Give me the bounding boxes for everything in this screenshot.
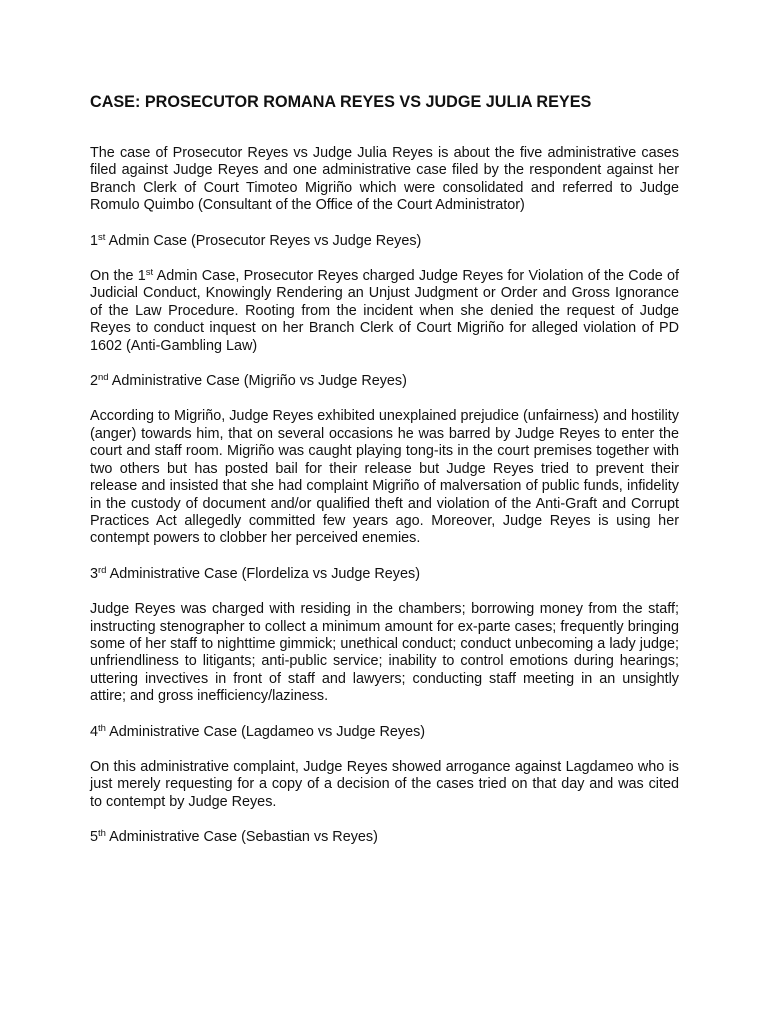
section-1-body-prefix: On the 1 xyxy=(90,268,146,285)
section-4-body: On this administrative complaint, Judge Reyes showed arrogance against Lagdameo who is just merely requesting for a copy of a decision of the cases tried on that day and was cited to contempt by Judge Reyes. xyxy=(90,758,679,810)
document-page xyxy=(90,92,679,865)
section-4-ordinal: th xyxy=(98,722,106,734)
section-4-heading xyxy=(90,724,679,741)
section-5-heading xyxy=(90,829,679,846)
section-4-number: 4 xyxy=(90,723,99,740)
intro-paragraph: The case of Prosecutor Reyes vs Judge Julia Reyes is about the five administrative cases filed against Judge Reyes and one administrative case filed by the respondent against her Branch Clerk of Court Timoteo Migriño which were consolidated and referred to Judge Romulo Quimbo (Consultant of the Office of the Court Administrator) xyxy=(90,145,679,214)
section-1-body xyxy=(90,268,679,355)
section-2-heading xyxy=(90,373,679,390)
section-3-body: Judge Reyes was charged with residing in the chambers; borrowing money from the staff; instructing stenographer to collect a minimum amount for ex-parte cases; frequently bringing some of her staff to nighttime gimmick; unethical conduct; conduct unbecoming a lady judge; unfriendliness to litigants; anti-public service; inability to control emotions during hearings; uttering invectives in front of staff and lawyers; conducting staff meeting in an unsightly attire; and gross inefficiency/laziness. xyxy=(90,601,679,705)
section-3-title: Administrative Case (Flordeliza vs Judge Reyes) xyxy=(106,565,420,582)
section-1-title: Admin Case (Prosecutor Reyes vs Judge Reyes) xyxy=(105,232,422,249)
section-5-number: 5 xyxy=(90,829,99,846)
section-2-title: Administrative Case (Migriño vs Judge Reyes) xyxy=(108,373,407,390)
section-1-ordinal: st xyxy=(98,231,106,243)
section-3-ordinal: rd xyxy=(98,564,107,576)
section-1-heading xyxy=(90,233,679,250)
section-3-number: 3 xyxy=(90,565,99,582)
section-5-ordinal: th xyxy=(98,828,106,840)
section-2-ordinal: nd xyxy=(98,372,109,384)
section-4-title: Administrative Case (Lagdameo vs Judge Reyes) xyxy=(105,723,426,740)
section-3-heading xyxy=(90,566,679,583)
section-1-body-ordinal: st xyxy=(145,267,154,279)
section-1-number: 1 xyxy=(90,232,99,249)
section-2-number: 2 xyxy=(90,373,99,390)
section-2-body: According to Migriño, Judge Reyes exhibited unexplained prejudice (unfairness) and hostility (anger) towards him, that on several occasions he was barred by Judge Reyes to enter the court and staff room. Migriño was caught playing tong-its in the court premises together with two others but has posted bail for their release but Judge Reyes tried to prevent their release and insisted that she had complaint Migriño of malversation of public funds, infidelity in the custody of document and/or qualified theft and violation of the Anti-Graft and Corrupt Practices Act allegedly committed few years ago. Moreover, Judge Reyes is using her contempt powers to clobber her perceived enemies. xyxy=(90,408,679,547)
document-title: CASE: PROSECUTOR ROMANA REYES VS JUDGE JULIA REYES xyxy=(90,93,592,111)
section-5-title: Administrative Case (Sebastian vs Reyes) xyxy=(105,829,378,846)
section-1-body-text: Admin Case, Prosecutor Reyes charged Judge Reyes for Violation of the Code of Judicial Conduct, Knowingly Rendering an Unjust Judgment or Order and Gross Ignorance of the Law Procedure. Rooting from the incident when she denied the request of Judge Reyes to conduct inquest on her Branch Clerk of Court Migriño for alleged violation of PD 1602 (Anti-Gambling Law) xyxy=(90,268,679,354)
